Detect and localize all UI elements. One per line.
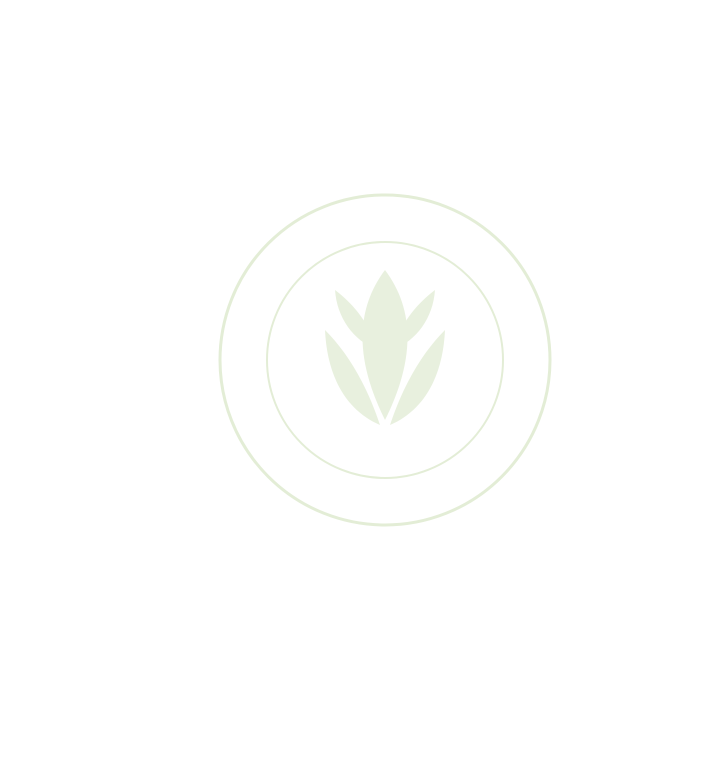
seal-watermark <box>215 190 555 530</box>
